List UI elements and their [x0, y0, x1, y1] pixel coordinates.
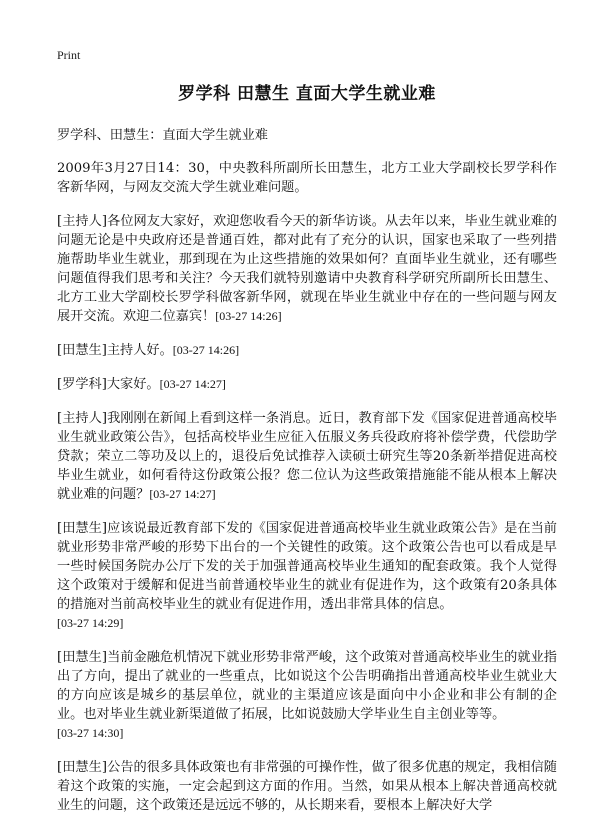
intro-paragraph: 2009年3月27日14：30，中央教科所副所长田慧生，北方工业大学副校长罗学科作客新华网，与网友交流大学生就业难问题。	[57, 161, 557, 195]
speaker-label: [罗学科]	[57, 377, 107, 392]
entry-text: 公告的很多具体政策也有非常强的可操作性，做了很多优惠的规定，我相信随着这个政策的实施，一定会起到这方面的作用。当然，如果从根本上解决普通高校就业生的问题，这个政策还是远远不够的，从长期来看，要根本上解决好大学	[57, 760, 557, 813]
entry-text: 当前金融危机情况下就业形势非常严峻，这个政策对普通高校毕业生的就业指出了方向，提出了就业的一些重点，比如说这个公告明确指出普通高校毕业生就业大的方向应该是城乡的基层单位，就业的主渠道应该是面向中小企业和非公有制的企业。也对毕业生就业新渠道做了拓展，比如说鼓励大学毕业生自主创业等等。	[57, 650, 557, 722]
timestamp: [03-27 14:26]	[215, 309, 282, 323]
entry-paragraph	[57, 212, 557, 326]
timestamp: [03-27 14:27]	[159, 377, 226, 391]
timestamp: [03-27 14:26]	[172, 343, 240, 357]
speaker-label: [田慧生]	[57, 760, 108, 775]
speaker-label: [主持人]	[57, 411, 108, 426]
entry-paragraph	[57, 648, 557, 743]
entry-text: 大家好。	[106, 377, 160, 392]
print-link[interactable]: Print	[57, 48, 81, 62]
timestamp: [03-27 14:27]	[149, 487, 216, 501]
entry-paragraph	[57, 341, 557, 360]
page-title: 罗学科 田慧生 直面大学生就业难	[178, 84, 436, 104]
entry-paragraph	[57, 519, 557, 633]
entry-paragraph	[57, 409, 557, 504]
document-page	[57, 44, 557, 830]
entry-text: 各位网友大家好，欢迎您收看今天的新华访谈。从去年以来，毕业生就业难的问题无论是中央政府还是普通百姓，都对此有了充分的认识，国家也采取了一些列措施帮助毕业生就业，那到现在为止这些措施的效果如何？直面毕业生就业，还有哪些问题值得我们思考和关注？今天我们就特别邀请中央教育科学研究所副所长田慧生、北方工业大学副校长罗学科做客新华网，就现在毕业生就业中存在的一些问题与网友展开交流。欢迎二位嘉宾！	[57, 214, 557, 324]
entry-text: 应该说最近教育部下发的《国家促进普通高校毕业生就业政策公告》是在当前就业形势非常严峻的形势下出台的一个关键性的政策。这个政策公告也可以看成是早一些时候国务院办公厅下发的关于加强普通高校毕业生通知的配套政策。我个人觉得这个政策对于缓解和促进当前普通校毕业生的就业有促进作为，这个政策有20条具体的措施对当前高校毕业生的就业有促进作用，透出非常具体的信息。	[57, 521, 557, 612]
speaker-label: [田慧生]	[57, 343, 107, 358]
entry-text: 主持人好。	[106, 343, 173, 358]
speaker-label: [田慧生]	[57, 650, 108, 665]
subtitle: 罗学科、田慧生：直面大学生就业难	[57, 128, 268, 143]
entry-paragraph	[57, 375, 557, 394]
speaker-label: [田慧生]	[57, 521, 108, 536]
timestamp: [03-27 14:30]	[57, 726, 124, 740]
entry-paragraph	[57, 758, 557, 815]
timestamp: [03-27 14:29]	[57, 616, 124, 630]
speaker-label: [主持人]	[57, 214, 108, 229]
entry-text: 我刚刚在新闻上看到这样一条消息。近日，教育部下发《国家促进普通高校毕业生就业政策公告》，包括高校毕业生应征入伍服义务兵役政府将补偿学费，代偿助学贷款；荣立二等功及以上的，退役后免试推荐入读硕士研究生等20条新举措促进高校毕业生就业，如何看待这份政策公报？您二位认为这些政策措施能不能从根本上解决就业难的问题？	[57, 411, 557, 502]
